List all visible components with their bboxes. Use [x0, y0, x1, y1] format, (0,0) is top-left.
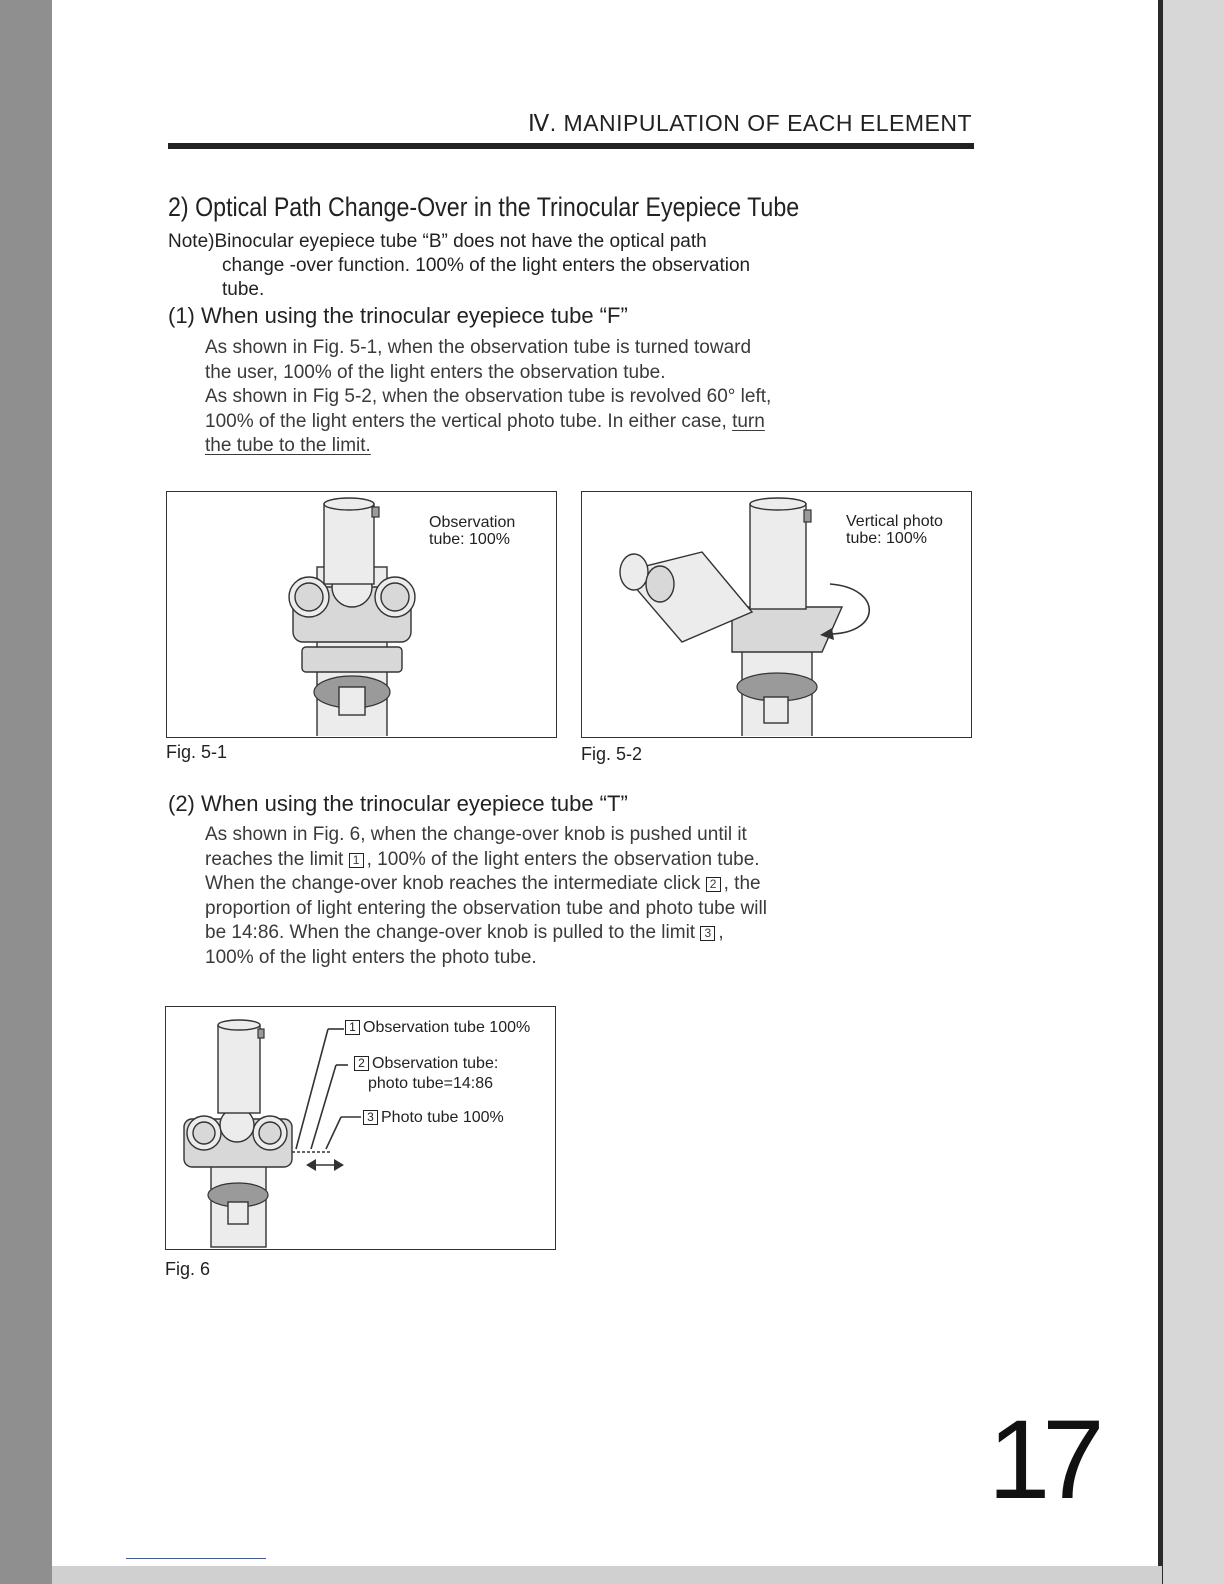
note-block [168, 230, 858, 302]
fig-5-1-caption-line-2: tube: 100% [429, 531, 510, 548]
fig-5-2-label: Fig. 5-2 [581, 744, 643, 764]
para-t-line-4: proportion of light entering the observation tube and photo tube will [205, 897, 767, 919]
para-f-line-4 [205, 410, 855, 435]
position-2-badge: 2 [706, 877, 721, 892]
para-t-line-2a: reaches the limit [205, 848, 344, 870]
para-t-line-6: 100% of the light enters the photo tube. [205, 946, 537, 968]
note-line-1: Note)Binocular eyepiece tube “B” does not have the optical path [168, 231, 707, 252]
fig-6-label: Fig. 6 [165, 1259, 211, 1279]
para-f-line-1: As shown in Fig. 5-1, when the observation tube is turned toward [205, 337, 752, 358]
page-number: 17 [988, 1397, 1097, 1522]
scan-margin-left [0, 0, 52, 1584]
fig-6-item-2 [354, 1055, 498, 1073]
chapter-header: Ⅳ. MANIPULATION OF EACH ELEMENT [528, 110, 972, 136]
fig-5-1-caption-line-1: Observation [429, 514, 516, 531]
figure-6 [165, 1006, 556, 1250]
para-t-line-1: As shown in Fig. 6, when the change-over knob is pushed until it [205, 824, 747, 845]
para-f-line-5 [205, 434, 855, 459]
fig-6-item-2-line-2: photo tube=14:86 [368, 1075, 494, 1092]
para-t-line-5 [205, 921, 855, 946]
para-t-line-3a: When the change-over knob reaches the intermediate click [205, 873, 701, 894]
fig-5-2-caption-line-1: Vertical photo [846, 513, 943, 530]
header-rule [168, 143, 974, 149]
emphasis-turn: turn [732, 410, 765, 432]
microscope-knob-illustration [166, 1007, 554, 1248]
fig-6-item-3-text: Photo tube 100% [381, 1109, 504, 1126]
para-f-line-3: As shown in Fig 5-2, when the observation tube is revolved 60° left, [205, 386, 772, 407]
note-line-2: change -over function. 100% of the light enters the observation [222, 255, 751, 276]
para-t-line-5a: be 14:86. When the change-over knob is pulled to the limit [205, 922, 696, 943]
section-title: 2) Optical Path Change-Over in the Trinocular Eyepiece Tube [168, 192, 800, 222]
fig-6-item-1-badge: 1 [345, 1020, 360, 1035]
figure-5-2 [581, 491, 972, 738]
subheading-tube-t: (2) When using the trinocular eyepiece tube “T” [168, 791, 628, 816]
position-1-badge: 1 [349, 853, 364, 868]
fig-6-item-1-text: Observation tube 100% [363, 1019, 531, 1036]
fig-6-item-2-badge: 2 [354, 1056, 369, 1071]
fig-5-1-caption [429, 514, 515, 548]
para-f-line-2: the user, 100% of the light enters the observation tube. [205, 361, 666, 383]
subheading-tube-f: (1) When using the trinocular eyepiece tube “F” [168, 303, 628, 328]
para-t-line-2 [205, 848, 855, 873]
position-3-badge: 3 [700, 926, 715, 941]
fig-6-item-1 [345, 1019, 530, 1037]
para-t-line-3 [205, 872, 855, 897]
scan-artifact-line [126, 1558, 266, 1559]
note-line-3: tube. [222, 279, 265, 300]
fig-5-2-caption [846, 513, 943, 547]
para-t-line-3b: , the [723, 873, 761, 894]
paragraph-tube-f [205, 336, 855, 459]
fig-6-item-3-badge: 3 [363, 1110, 378, 1125]
scan-margin-right [1162, 0, 1224, 1584]
fig-6-item-2-line-1: Observation tube: [372, 1055, 499, 1072]
emphasis-tube-limit: the tube to the limit. [205, 435, 371, 456]
scan-edge-line [1158, 0, 1163, 1584]
para-t-line-5b: , [718, 922, 724, 943]
paragraph-tube-t [205, 823, 855, 970]
para-f-line-4-text: 100% of the light enters the vertical photo tube. In either case, [205, 410, 727, 432]
fig-6-item-3 [363, 1109, 504, 1127]
scan-margin-bottom [52, 1566, 1162, 1584]
para-t-line-2b: , 100% of the light enters the observation tube. [366, 848, 760, 870]
fig-5-1-label: Fig. 5-1 [166, 742, 228, 762]
figure-5-1 [166, 491, 557, 738]
fig-5-2-caption-line-2: tube: 100% [846, 530, 927, 547]
